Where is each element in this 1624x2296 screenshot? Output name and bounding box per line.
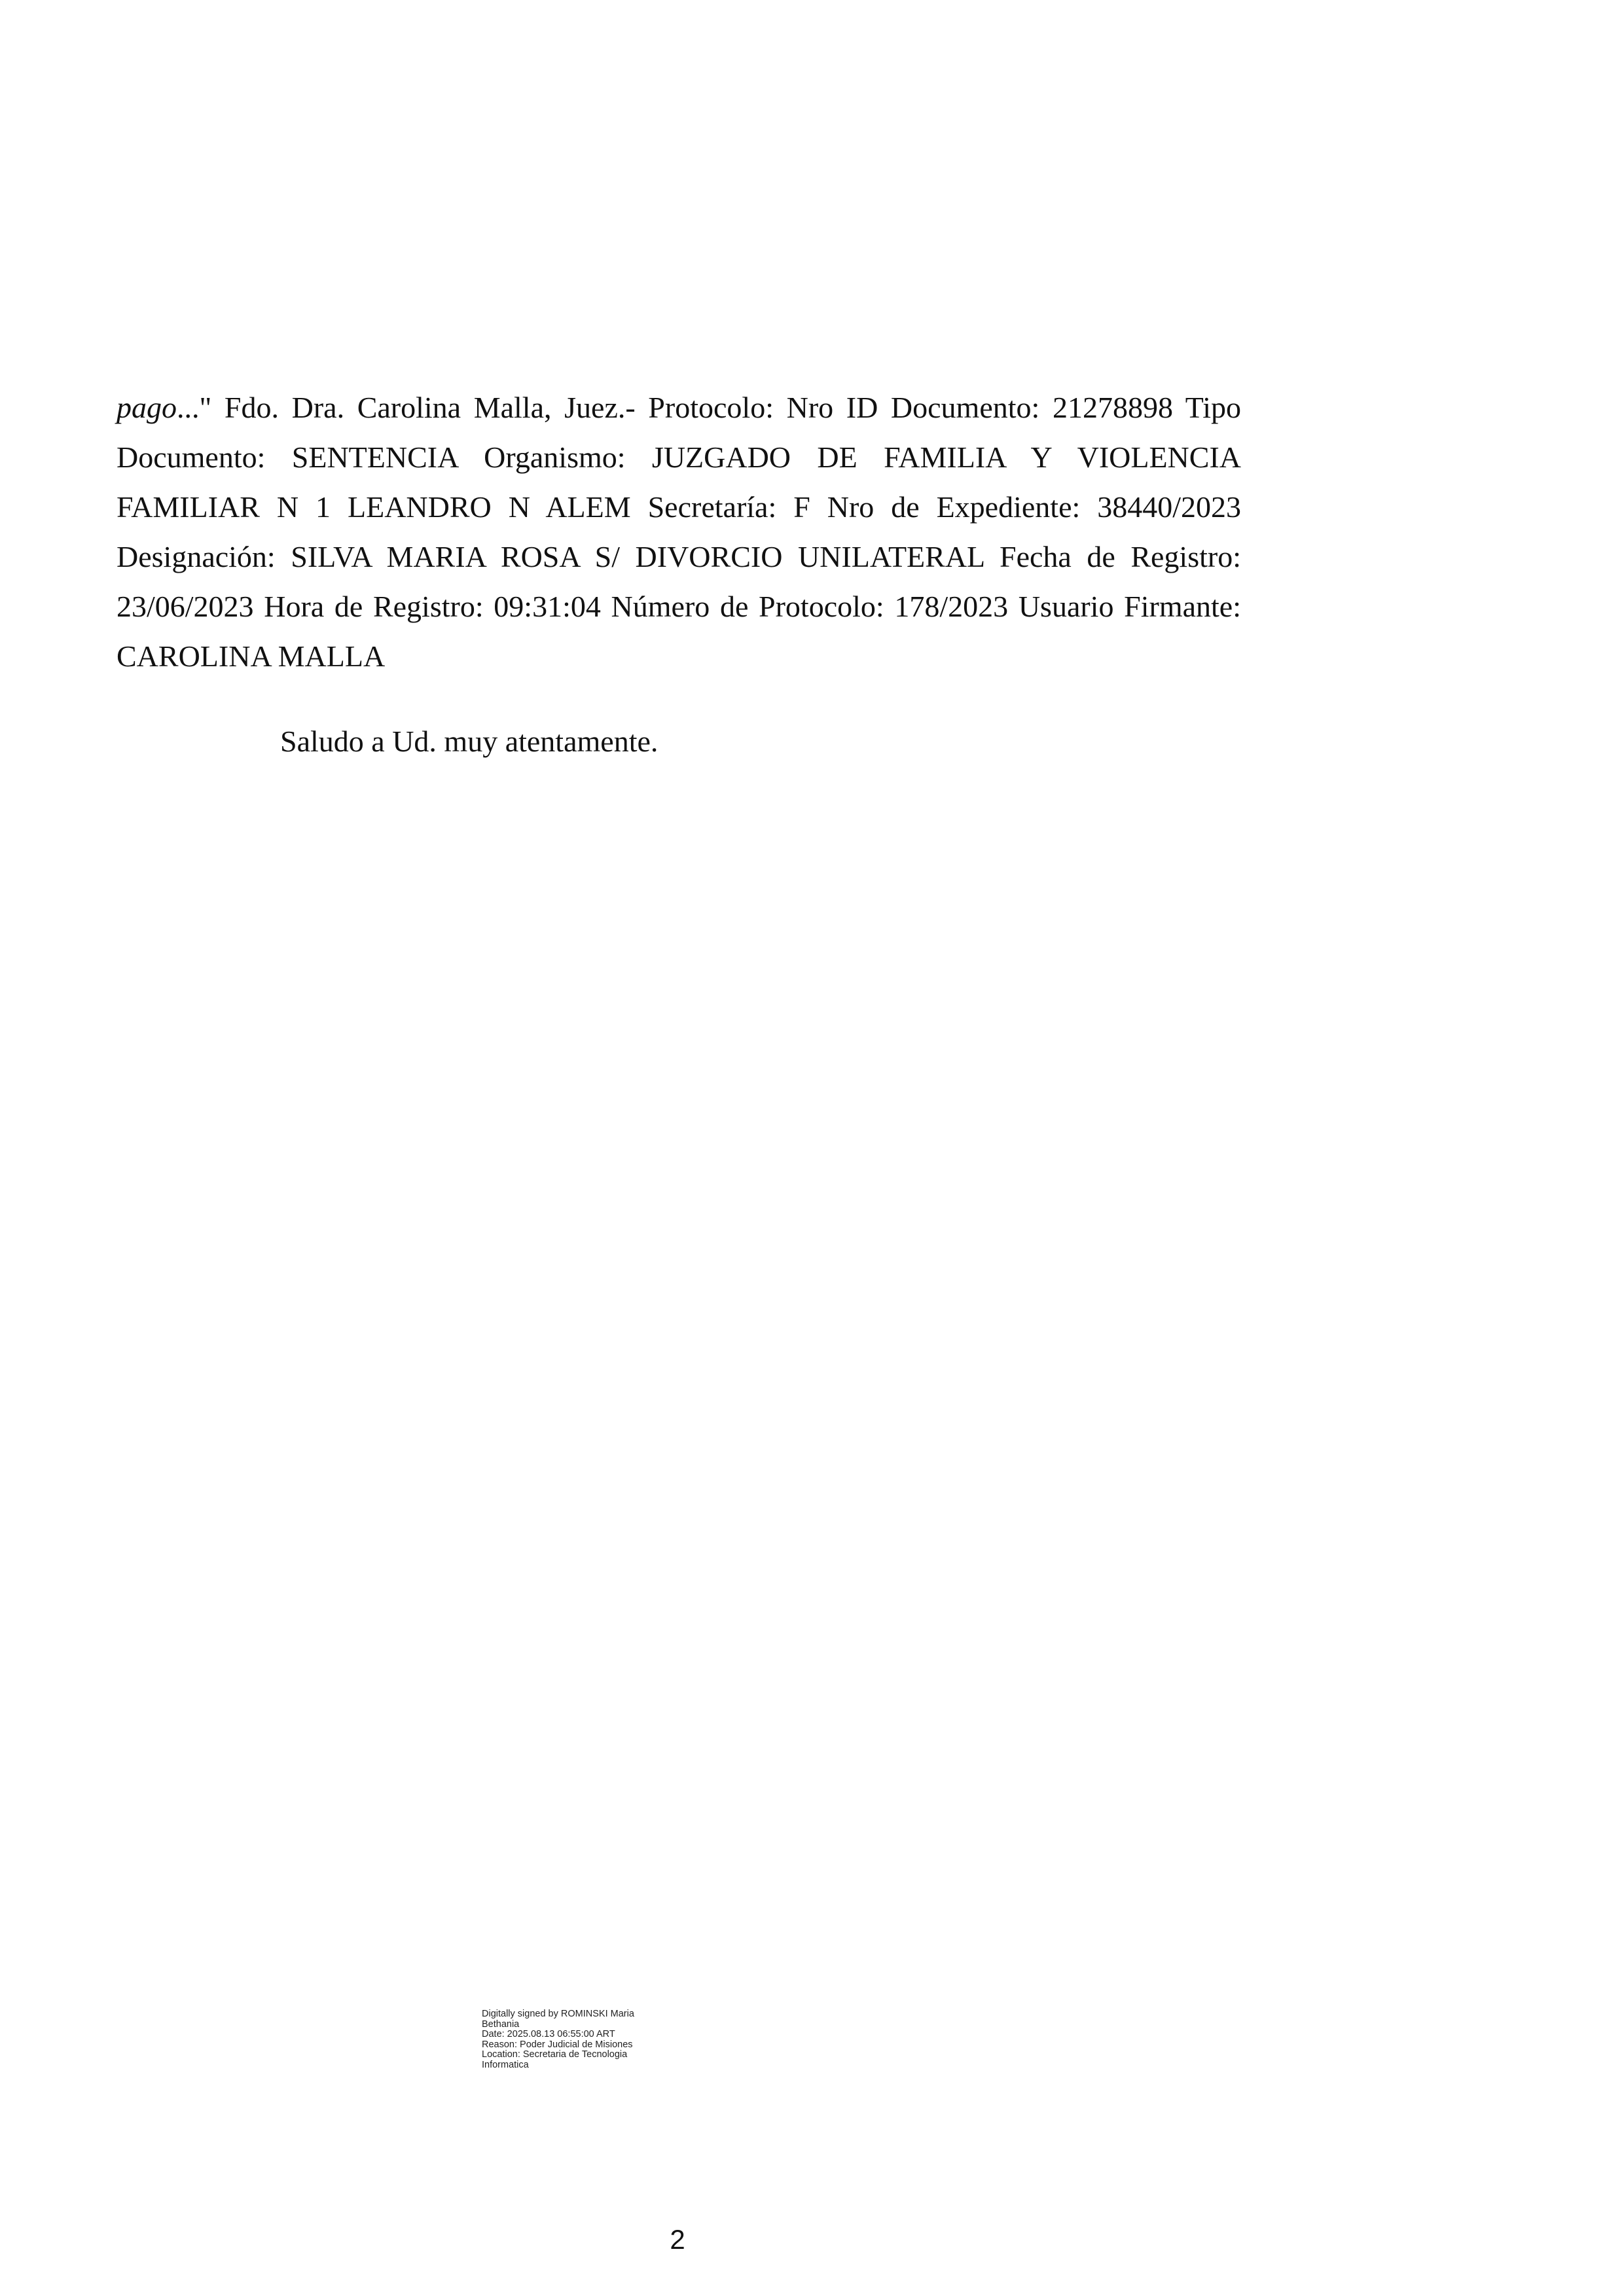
- signature-line-signed-by: Digitally signed by ROMINSKI Maria: [482, 2009, 634, 2019]
- page-number: 2: [670, 2224, 685, 2255]
- signature-line-reason: Reason: Poder Judicial de Misiones: [482, 2039, 633, 2050]
- signature-line-date: Date: 2025.08.13 06:55:00 ART: [482, 2029, 615, 2039]
- closing-salutation: Saludo a Ud. muy atentamente.: [280, 725, 659, 758]
- digital-signature-block: [482, 2009, 704, 2070]
- italic-lead-word: pago: [117, 391, 177, 424]
- paragraph-text: ..." Fdo. Dra. Carolina Malla, Juez.- Protocolo: Nro ID Documento: 21278898 Tipo Documento: SENTENCIA Organismo: JUZGADO DE FAMILIA Y VIOLENCIA FAMILIAR N 1 LEANDRO N ALEM Secretaría: F Nro de Expediente: 38440/2023 Designación: SILVA MARIA ROSA S/ DIVORCIO UNILATERAL Fecha de Registro: 23/06/2023 Hora de Registro: 09:31:04 Número de Protocolo: 178/2023 Usuario Firmante: CAROLINA MALLA: [117, 391, 1241, 673]
- signature-line-name: Bethania: [482, 2018, 520, 2030]
- signature-line-location: Location: Secretaria de Tecnologia: [482, 2049, 628, 2060]
- body-paragraph: [117, 383, 1241, 681]
- signature-line-location-cont: Informatica: [482, 2059, 529, 2070]
